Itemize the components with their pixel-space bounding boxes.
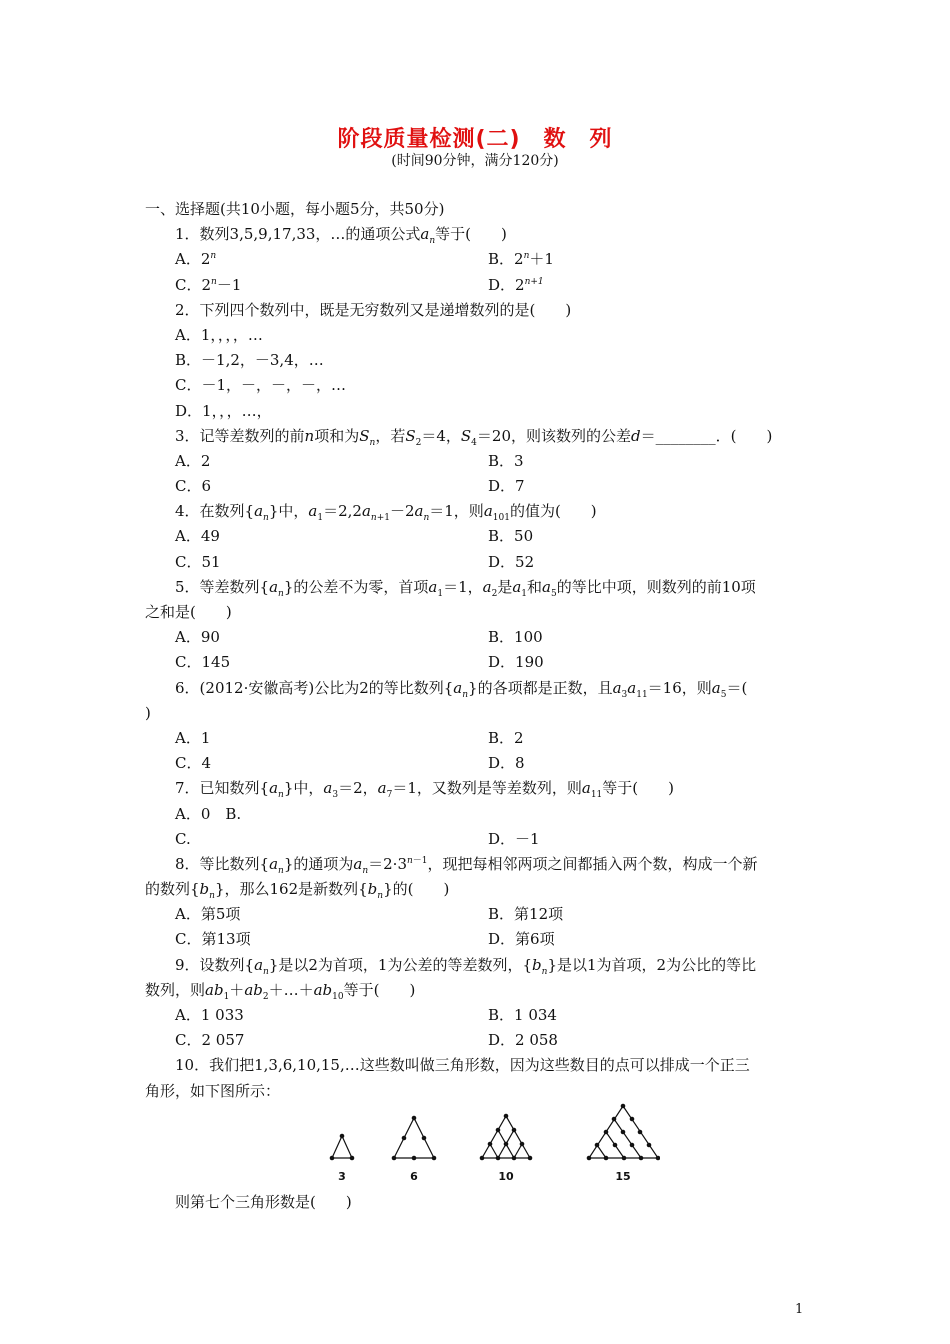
question-8: 8．等比数列$\{a_n\}$的通项为$a_n=2\cdot 3^{n-1}$，现把每相邻两项之间都插入两个数，构成一个新 [175,854,758,876]
question-6-cont: ) [145,703,151,722]
page-title: 阶段质量检测(二) 数 列 [337,127,613,152]
question-8-cont: 的数列$\{b_n\}$，那么162是新数列$\{b_n\}$的( ) [145,880,450,902]
question-list [145,197,808,1104]
question-3: 3．记等差数列的前n项和为$S_n$，若$S_2=4$，$S_4=20$，则该数列的公差d＝________．( ) [175,426,773,448]
label-3: 3 [338,1170,346,1183]
q2-option-c: C．－1，－，－，－，… [175,376,347,395]
q1-options-cd: C．$2^n-1$ D．$2^{n+1}$ [175,275,544,294]
question-5: 5．等差数列$\{a_n\}$的公差不为零，首项$a_1=1$，$a_2$是$a_1$和$a_5$的等比中项，则数列的前10项 [175,577,756,599]
triangle-6 [394,1118,434,1158]
q9-options-ab: A．1 033 B．1 034 [175,1006,557,1024]
q9-options-cd: C．2 057 D．2 058 [175,1031,558,1050]
q5-options-ab: A．90 B．100 [175,628,543,647]
label-6: 6 [410,1170,418,1183]
question-6: 6．(2012·安徽高考)公比为2的等比数列$\{a_n\}$的各项都是正数，且$a_3a_{11}=16$，则$a_5=$( [175,678,748,700]
q8-options-ab: A．第5项 B．第12项 [175,905,564,924]
q7-options-cd: C. D．－1 [175,829,540,848]
label-10: 10 [498,1170,514,1183]
q2-option-b: B．－1,2，－3,4，… [175,351,324,370]
q4-options-cd: C．51 D．52 [175,552,535,571]
triangle-10 [482,1116,530,1158]
q4-options-ab: A．49 B．50 [175,527,534,546]
question-9-cont: 数列，则$ab_1+ab_2+\dots+ab_{10}$等于( ) [145,980,416,1002]
q7-options-ab: A．0 B. [175,804,242,823]
q5-options-cd: C．145 D．190 [175,653,544,672]
triangular-numbers-figure [320,1102,660,1192]
page-subtitle: (时间90分钟，满分120分) [391,153,559,169]
question-2: 2．下列四个数列中，既是无穷数列又是递增数列的是( ) [175,300,572,319]
q2-option-a: A．1，，，，… [175,325,263,344]
q3-options-ab: A．2 B．3 [175,451,524,470]
q1-options-ab: A．2$^n$ B．$2^n+1$ [175,250,554,269]
page-number: 1 [795,1302,804,1317]
q6-options-cd: C．4 D．8 [175,754,525,773]
question-10-cont: 角形，如下图所示： [145,1081,281,1100]
q8-options-cd: C．第13项 D．第6项 [175,930,555,949]
question-4: 4．在数列$\{a_n\}$中，$a_1=2,2a_{n+1}-2a_n=1$，则$a_{101}$的值为( ) [175,502,597,524]
question-10-end: 则第七个三角形数是( ) [175,1193,352,1211]
q6-options-ab: A．1 B．2 [175,728,524,747]
label-15: 15 [615,1170,631,1183]
question-9: 9．设数列$\{a_n\}$是以2为首项，1为公差的等差数列，$\{b_n\}$是以1为首项，2为公比的等比 [175,955,757,977]
question-7: 7．已知数列$\{a_n\}$中，$a_3=2$，$a_7=1$，又数列是等差数列，则$a_{11}$等于( ) [175,779,674,801]
section-heading: 一、选择题(共10小题，每小题5分，共50分) [145,200,445,218]
question-1: 1．数列3,5,9,17,33，…的通项公式$a_n$等于( ) [175,225,507,247]
triangle-3 [332,1136,352,1158]
question-5-cont: 之和是( ) [145,603,232,621]
q2-option-d: D．1，，，…， [175,401,272,420]
q3-options-cd: C．6 D．7 [175,477,525,496]
question-10: 10．我们把1,3,6,10,15,…这些数叫做三角形数，因为这些数目的点可以排成一个正三 [175,1056,750,1075]
